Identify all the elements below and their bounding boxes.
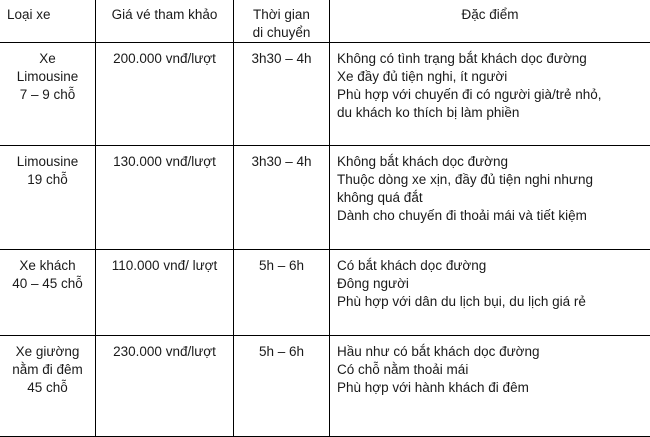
price-cell: 130.000 vnđ/lượt: [96, 146, 234, 250]
vehicle-type-cell: [0, 250, 96, 336]
price-cell: 110.000 vnđ/ lượt: [96, 250, 234, 336]
table-row: [0, 43, 650, 146]
feature-line: không quá đắt: [337, 189, 650, 207]
vehicle-type-line: Xe: [0, 50, 95, 68]
feature-line: Đông người: [337, 275, 650, 293]
header-vehicle-type: Loại xe: [0, 0, 96, 43]
table-row: [0, 250, 650, 336]
travel-time-cell: 3h30 – 4h: [234, 43, 330, 146]
vehicle-type-line: Xe giường: [0, 343, 95, 361]
vehicle-type-line: 45 chỗ: [0, 379, 95, 397]
vehicle-type-line: 40 – 45 chỗ: [0, 275, 95, 293]
feature-line: Xe đầy đủ tiện nghi, ít người: [337, 68, 650, 86]
feature-line: Không bắt khách dọc đường: [337, 153, 650, 171]
feature-line: Hầu như có bắt khách dọc đường: [337, 343, 650, 361]
feature-line: Không có tình trạng bắt khách dọc đường: [337, 50, 650, 68]
travel-time-cell: 5h – 6h: [234, 336, 330, 437]
feature-line: Dành cho chuyến đi thoải mái và tiết kiệm: [337, 207, 650, 225]
vehicle-type-cell: [0, 43, 96, 146]
vehicle-type-cell: [0, 336, 96, 437]
table-header-row: [0, 0, 650, 43]
vehicle-type-line: 7 – 9 chỗ: [0, 86, 95, 104]
feature-line: Có chỗ nằm thoải mái: [337, 361, 650, 379]
features-cell: [330, 336, 650, 437]
travel-time-cell: 3h30 – 4h: [234, 146, 330, 250]
header-features: Đặc điểm: [330, 0, 650, 43]
table-row: [0, 336, 650, 437]
vehicle-type-line: Limousine: [0, 153, 95, 171]
travel-time-cell: 5h – 6h: [234, 250, 330, 336]
features-cell: [330, 250, 650, 336]
feature-line: Phù hợp với chuyến đi có người già/trẻ nhỏ,: [337, 86, 650, 104]
features-cell: [330, 43, 650, 146]
feature-line: Có bắt khách dọc đường: [337, 257, 650, 275]
table-row: [0, 146, 650, 250]
features-cell: [330, 146, 650, 250]
feature-line: Thuộc dòng xe xịn, đầy đủ tiện nghi nhưng: [337, 171, 650, 189]
price-cell: 200.000 vnđ/lượt: [96, 43, 234, 146]
vehicle-type-line: Xe khách: [0, 257, 95, 275]
feature-line: Phù hợp với hành khách đi đêm: [337, 379, 650, 397]
header-travel-time-line2: di chuyển: [234, 24, 329, 42]
header-travel-time: [234, 0, 330, 43]
vehicle-type-cell: [0, 146, 96, 250]
price-cell: 230.000 vnđ/lượt: [96, 336, 234, 437]
feature-line: Phù hợp với dân du lịch bụi, du lịch giá rẻ: [337, 293, 650, 311]
feature-line: du khách ko thích bị làm phiền: [337, 104, 650, 122]
vehicle-type-line: nằm đi đêm: [0, 361, 95, 379]
header-travel-time-line1: Thời gian: [234, 6, 329, 24]
header-price: Giá vé tham khảo: [96, 0, 234, 43]
vehicle-type-line: 19 chỗ: [0, 171, 95, 189]
vehicle-type-line: Limousine: [0, 68, 95, 86]
